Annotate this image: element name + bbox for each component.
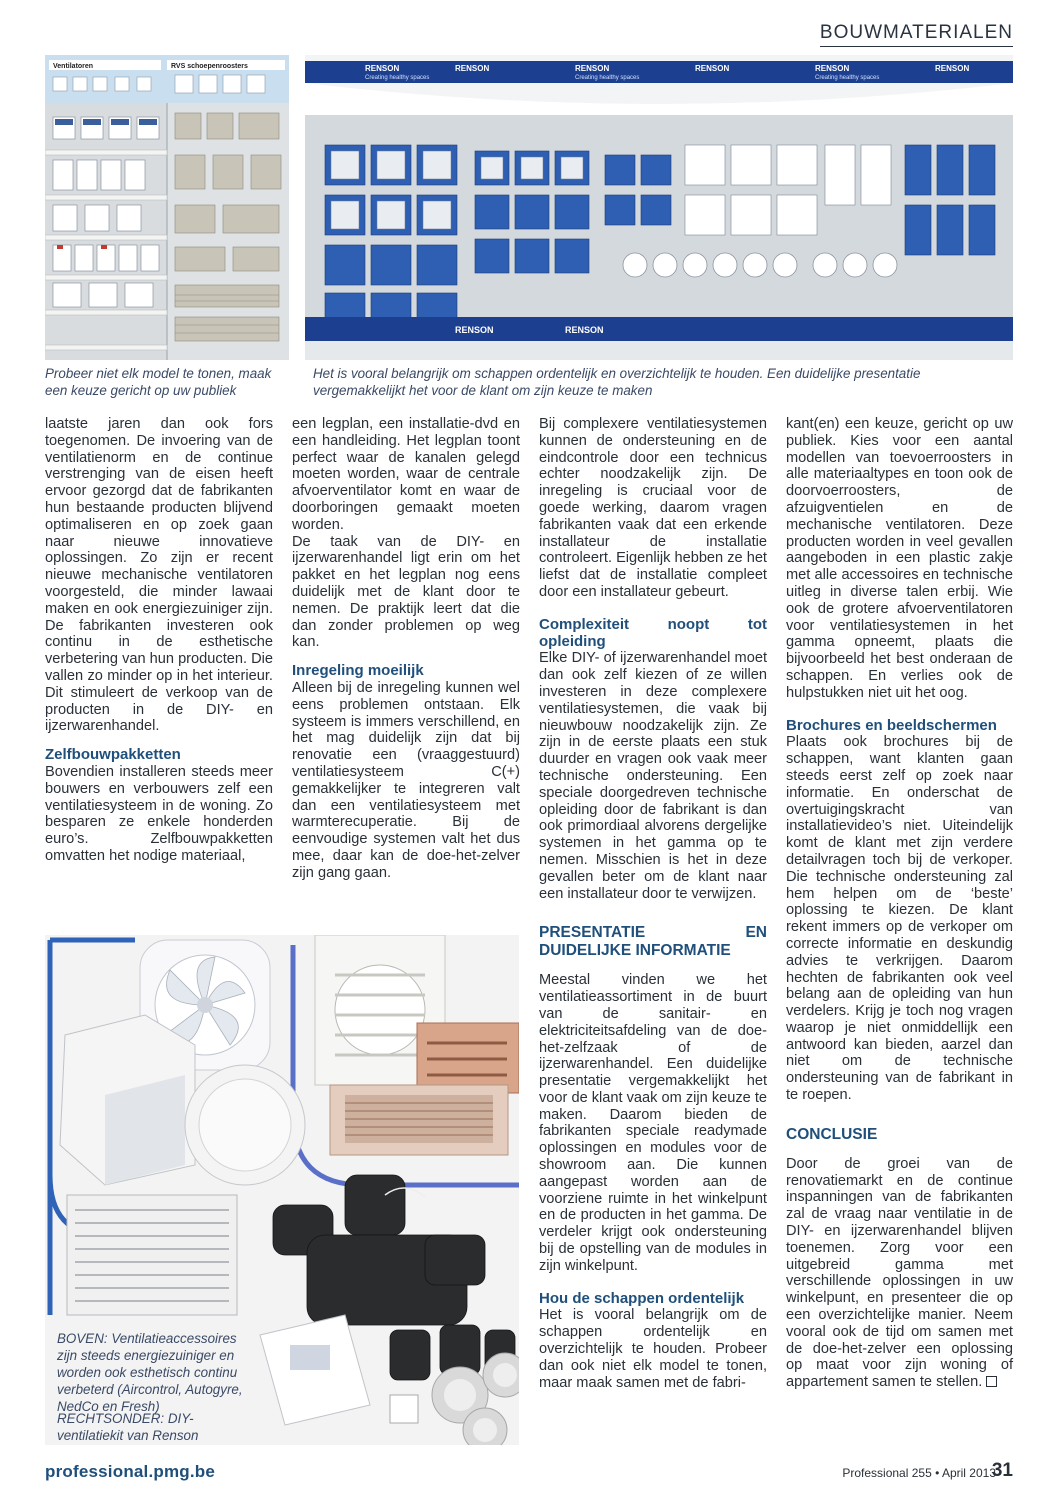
banner-tagline-1: Creating healthy spaces xyxy=(365,75,430,81)
banner-brand-5: RENSON xyxy=(815,64,850,73)
banner-tagline-3: Creating healthy spaces xyxy=(815,75,880,81)
col3-paragraph-2: Elke DIY- of ijzerwarenhandel moet dan ook zelf kiezen of ze willen investeren in deze complexere ventilatiesystemen, die vaak bij nieuwbouw noodzakelijk zijn. Ze zijn in de eerste plaats een stuk duurder en vragen ook vaak meer technische ondersteuning. Een speciale doorgedreven technische opleiding door de fabrikant is dan ook primordiaal alvorens dergelijke systemen in het gamma op te nemen. Misschien is het in deze gevallen beter om de klant naar een installateur door te verwijzen. xyxy=(539,650,767,902)
photo-renson-display xyxy=(305,55,1013,360)
col1-paragraph-1: laatste jaren dan ook fors toegenomen. De invoering van de ventilatienorm en de continue verstrenging van de eisen heeft ervoor gezorgd dat de fabrikanten hun bestaande producten blijvend optimaliseren en op zoek gaan naar nieuwe innovatieve oplossingen. Zo zijn er recent nieuwe mechanische ventilatoren voorgesteld, die minder lawaai maken en ook energiezuiniger zijn. De fabrikanten investeren ook continu in de esthetische verbetering van hun producten. Die vallen zo minder op in het interieur. Dit stimuleert de verkoop van de producten in de DIY- en ijzerwarenhandel. xyxy=(45,416,273,735)
col2-subheading: Inregeling moeilijk xyxy=(292,662,424,680)
banner-brand-3: RENSON xyxy=(575,64,610,73)
caption-diy-kit: RECHTSONDER: DIY-ventilatiekit van Renson xyxy=(57,1411,199,1443)
col3-paragraph-3: Meestal vinden we het ventilatieassortiment in de buurt van de sanitair- en elektriciteitsafdeling van de doe-het-zelfzaak of de ijzerwarenhandel. Een duidelijke presentatie vergemakkelijkt het voor de klant vaak om zijn keuze te maken. Daarom bieden de fabrikanten speciale readymade oplossingen en modules voor de showroom aan. Die kunnen aangepast worden aan de voorziene ruimte in het winkelpunt en de producten in het gamma. De verdeler krijgt ook ondersteuning bij de opstelling van de modules in zijn winkelpunt. xyxy=(539,972,767,1274)
col4-paragraph-1: kant(en) een keuze, gericht op uw publiek. Kies voor een aantal modellen van toevoerroosters in alle materiaaltypes en toon ook de doorvoerroosters, de afzuigventielen en de mechanische ventilatoren. Deze producten worden in veel gevallen aangeboden in een plastic zakje met alle accessoires en technische uitleg in diverse talen erbij. Wie ook de grotere afvoerventilatoren voor ventilatiesystemen in het gamma opneemt, plaats die bijvoorbeeld het best onderaan de schappen. En verlies ook de hulpstukken niet uit het oog. xyxy=(786,416,1013,701)
photo-ventilator-rack xyxy=(45,55,289,360)
page-number: 31 xyxy=(991,1460,1013,1481)
col1-paragraph-2: Bovendien installeren steeds meer bouwers en verbouwers zelf een ventilatiesysteem in de woning. Zo besparen ze enkele honderden euro’s. Zelfbouwpakketten omvatten het nodige materiaal, xyxy=(45,763,273,864)
banner-tagline-2: Creating healthy spaces xyxy=(575,75,640,81)
article-column-1 xyxy=(45,416,273,865)
col2-paragraph-1: een legplan, een installatie-dvd en een handleiding. Het legplan toont perfect waar de kanalen gelegd moeten worden, waar de centrale afvoerventilator komt en waar de doorboringen gemaakt moeten worden. xyxy=(292,416,520,533)
col4-paragraph-2: Plaats ook brochures bij de schappen, want klanten gaan steeds eerst zelf op zoek naar informatie. En onderschat de overtuigingskracht van installatievideo’s niet. Uiteindelijk komt de klant met zijn verdere detailvragen toch bij de verkoper. Die technische ondersteuning zal hem helpen om de ‘beste’ oplossing te kiezen. De klant rekent immers op de verkoper om correcte informatie en deskundig advies te verkrijgen. Daarom hechten de fabrikanten ook veel belang aan de opleiding van hun verdelers. Krijg je toch nog vragen waarop je niet onmiddellijk een antwoord kan bieden, aarzel dan niet om de technische ondersteuning van de fabrikant in te roepen. xyxy=(786,734,1013,1104)
caption-left-photo: Probeer niet elk model te tonen, maak een keuze gericht op uw publiek xyxy=(45,366,272,398)
col1-subheading: Zelfbouwpakketten xyxy=(45,746,181,764)
photo-ventilation-accessories xyxy=(45,935,519,1445)
rack-heading-right: RVS schoepenroosters xyxy=(171,63,248,70)
col3-paragraph-1: Bij complexere ventilatiesystemen kunnen de ondersteuning en de eindcontrole door een technicus echter noodzakelijk zijn. De inregeling is cruciaal voor de goede werking, daarom vragen fabrikanten vaak dat een erkende installateur de installatie controleert. Eigenlijk hebben ze het liefst dat de installatie compleet door een installateur gebeurt. xyxy=(539,416,767,600)
caption-accessories: BOVEN: Ventilatieaccessoires zijn steeds energiezuiniger en worden ook esthetisch continu verbeterd (Aircontrol, Autogyre, NedCo en Fresh) xyxy=(57,1331,243,1414)
section-label: BOUWMATERIALEN xyxy=(820,22,1013,47)
counter-brand-1: RENSON xyxy=(455,325,494,335)
banner-brand-1: RENSON xyxy=(365,64,400,73)
col4-paragraph-3: Door de groei van de renovatiemarkt en de continue inspanningen van de fabrikanten zal de vraag naar ventilatie in de DIY- en ijzerwarenhandel blijven toenemen. Zorg voor een uitgebreid gamma met verschillende oplossingen in uw winkelpunt, en presenteer die op een overzichtelijke manier. Neem vooral ook de tijd om samen met de doe-het-zelver een oplossing op maat voor zijn woning of appartement samen te stellen. xyxy=(786,1155,1013,1391)
footer-issue: Professional 255 • April 2013 xyxy=(842,1466,996,1480)
col2-paragraph-2: De taak van de DIY- en ijzerwarenhandel ligt erin om het pakket en het legplan nog eens duidelijk met de klant door te nemen. De praktijk leert dat die dan zonder problemen op weg kan. xyxy=(292,533,520,651)
col3-subheading-2: Hou de schappen ordentelijk xyxy=(539,1289,745,1307)
col3-paragraph-4: Het is vooral belangrijk om de schappen ordentelijk en overzichtelijk te houden. Probeer dan ook niet elk model te tonen, maar maak samen met de fabri- xyxy=(539,1307,767,1391)
article-column-3 xyxy=(539,416,767,1391)
col4-heading-conclusie: CONCLUSIE xyxy=(786,1125,878,1143)
caption-right-photo: Het is vooral belangrijk om schappen ordentelijk en overzichtelijk te houden. Een duidelijke presentatie vergemakkelijkt het voor de klant om zijn keuze te maken xyxy=(313,366,921,398)
article-column-2 xyxy=(292,416,520,882)
banner-brand-4: RENSON xyxy=(695,64,730,73)
col4-subheading: Brochures en beeldschermen xyxy=(786,716,997,734)
footer-website-link[interactable]: professional.pmg.be xyxy=(45,1462,216,1481)
end-mark-icon xyxy=(986,1376,997,1387)
rack-heading-left: Ventilatoren xyxy=(53,63,94,70)
col4-paragraph-3-wrap xyxy=(786,1156,1013,1391)
col3-subheading-1: Complexiteit noopt tot opleiding xyxy=(539,615,767,650)
counter-brand-2: RENSON xyxy=(565,325,604,335)
article-column-4 xyxy=(786,416,1013,1391)
col2-paragraph-3: Alleen bij de inregeling kunnen wel eens problemen ontstaan. Elk systeem is immers verschillend, en het mag duidelijk zijn dat bij renovatie een (vraaggestuurd) ventilatiesysteem C(+) gemakkelijker te integreren valt dan een ventilatiesysteem met warmterecuperatie. Bij de eenvoudige systemen valt het dus mee, daar kan de doe-het-zelver zijn gang gaan. xyxy=(292,679,520,881)
col3-heading-presentatie: PRESENTATIE EN DUIDELIJKE INFORMATIE xyxy=(539,924,767,960)
banner-brand-2: RENSON xyxy=(455,64,490,73)
banner-brand-6: RENSON xyxy=(935,64,970,73)
